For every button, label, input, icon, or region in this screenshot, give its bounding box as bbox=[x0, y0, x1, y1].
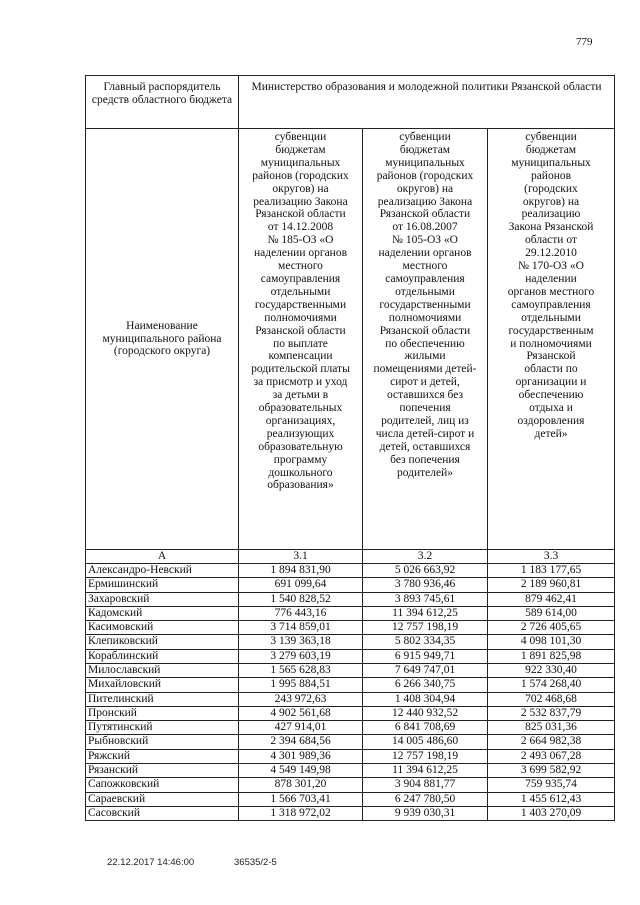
value-3-1: 878 301,20 bbox=[239, 778, 363, 792]
value-3-1: 427 914,01 bbox=[239, 721, 363, 735]
value-3-2: 1 408 304,94 bbox=[363, 692, 488, 706]
municipality-name: Милославский bbox=[86, 663, 239, 677]
value-3-1: 4 902 561,68 bbox=[239, 706, 363, 720]
value-3-3: 1 403 270,09 bbox=[488, 806, 615, 820]
value-3-3: 1 574 268,40 bbox=[488, 678, 615, 692]
value-3-3: 4 098 101,30 bbox=[488, 635, 615, 649]
municipality-name: Рыбновский bbox=[86, 735, 239, 749]
municipality-name: Клепиковский bbox=[86, 635, 239, 649]
table-row bbox=[86, 721, 615, 735]
value-3-2: 11 394 612,25 bbox=[363, 764, 488, 778]
value-3-2: 12 757 198,19 bbox=[363, 749, 488, 763]
value-3-1: 3 714 859,01 bbox=[239, 621, 363, 635]
value-3-2: 6 247 780,50 bbox=[363, 792, 488, 806]
value-3-1: 2 394 684,56 bbox=[239, 735, 363, 749]
value-3-2: 12 440 932,52 bbox=[363, 706, 488, 720]
municipality-name: Сараевский bbox=[86, 792, 239, 806]
page-number: 779 bbox=[576, 36, 593, 48]
value-3-3: 759 935,74 bbox=[488, 778, 615, 792]
table-row bbox=[86, 663, 615, 677]
footer-document-code: 36535/2-5 bbox=[234, 857, 277, 868]
scan-watermark bbox=[385, 855, 555, 871]
value-3-3: 2 189 960,81 bbox=[488, 578, 615, 592]
table-row bbox=[86, 749, 615, 763]
value-3-1: 1 540 828,52 bbox=[239, 592, 363, 606]
subvention-description-3-3: субвенции бюджетам муниципальных районов (городских округов) на реализацию Закона Рязанской области от 29.12.2010 № 170-ОЗ «О наделении органов местного самоуправления отдельными государственным и полномочиями Рязанской области по организации и обеспечению отдыха и оздоровления детей» bbox=[488, 129, 615, 550]
value-3-3: 589 614,00 bbox=[488, 606, 615, 620]
value-3-3: 825 031,36 bbox=[488, 721, 615, 735]
value-3-1: 243 972,63 bbox=[239, 692, 363, 706]
subvention-description-3-2: субвенции бюджетам муниципальных районов (городских округов) на реализацию Закона Рязанской области от 16.08.2007 № 105-ОЗ «О наделении органов местного самоуправления отдельными государственными полномочиями Рязанской области по обеспечению жилыми помещениями детей- сирот и детей, оставшихся без попечения родителей, лиц из числа детей-сирот и детей, оставшихся без попечения родителей» bbox=[363, 129, 488, 550]
value-3-3: 702 468,68 bbox=[488, 692, 615, 706]
table-row bbox=[86, 806, 615, 820]
value-3-1: 1 318 972,02 bbox=[239, 806, 363, 820]
value-3-3: 1 891 825,98 bbox=[488, 649, 615, 663]
value-3-1: 1 995 884,51 bbox=[239, 678, 363, 692]
table-row bbox=[86, 649, 615, 663]
municipality-name: Ряжский bbox=[86, 749, 239, 763]
table-row bbox=[86, 635, 615, 649]
municipality-name: Сасовский bbox=[86, 806, 239, 820]
value-3-2: 7 649 747,01 bbox=[363, 663, 488, 677]
value-3-2: 14 005 486,60 bbox=[363, 735, 488, 749]
subheader-row bbox=[86, 129, 615, 550]
index-cell: 3.3 bbox=[488, 550, 615, 564]
value-3-2: 3 780 936,46 bbox=[363, 578, 488, 592]
value-3-3: 2 664 982,38 bbox=[488, 735, 615, 749]
index-cell: 3.2 bbox=[363, 550, 488, 564]
municipality-name: Пронский bbox=[86, 706, 239, 720]
subvention-description-3-1: субвенции бюджетам муниципальных районов (городских округов) на реализацию Закона Рязанской области от 14.12.2008 № 185-ОЗ «О наделении органов местного самоуправления отдельными государственными полномочиями Рязанской области по выплате компенсации родительской платы за присмотр и уход за детьми в образовательных организациях, реализующих образовательную программу дошкольного образования» bbox=[239, 129, 363, 550]
municipality-name: Сапожковский bbox=[86, 778, 239, 792]
table-row bbox=[86, 578, 615, 592]
table-row bbox=[86, 678, 615, 692]
value-3-2: 5 026 663,92 bbox=[363, 563, 488, 577]
table-row bbox=[86, 563, 615, 577]
value-3-2: 3 893 745,61 bbox=[363, 592, 488, 606]
value-3-2: 6 915 949,71 bbox=[363, 649, 488, 663]
value-3-2: 9 939 030,31 bbox=[363, 806, 488, 820]
municipality-name: Захаровский bbox=[86, 592, 239, 606]
index-row bbox=[86, 550, 615, 564]
budget-table bbox=[85, 75, 615, 821]
value-3-1: 691 099,64 bbox=[239, 578, 363, 592]
municipality-name: Александро-Невский bbox=[86, 563, 239, 577]
index-cell: А bbox=[86, 550, 239, 564]
municipality-name: Касимовский bbox=[86, 621, 239, 635]
value-3-1: 4 301 989,36 bbox=[239, 749, 363, 763]
value-3-1: 1 565 628,83 bbox=[239, 663, 363, 677]
table-row bbox=[86, 792, 615, 806]
value-3-2: 5 802 334,35 bbox=[363, 635, 488, 649]
value-3-3: 879 462,41 bbox=[488, 592, 615, 606]
table-row bbox=[86, 606, 615, 620]
table-row bbox=[86, 621, 615, 635]
table-row bbox=[86, 778, 615, 792]
municipality-name: Путятинский bbox=[86, 721, 239, 735]
municipality-name: Пителинский bbox=[86, 692, 239, 706]
value-3-3: 2 726 405,65 bbox=[488, 621, 615, 635]
table-row bbox=[86, 692, 615, 706]
value-3-2: 12 757 198,19 bbox=[363, 621, 488, 635]
value-3-3: 1 455 612,43 bbox=[488, 792, 615, 806]
value-3-1: 776 443,16 bbox=[239, 606, 363, 620]
value-3-1: 1 894 831,90 bbox=[239, 563, 363, 577]
municipality-name: Михайловский bbox=[86, 678, 239, 692]
value-3-2: 11 394 612,25 bbox=[363, 606, 488, 620]
header-row bbox=[86, 76, 615, 129]
municipality-name: Рязанский bbox=[86, 764, 239, 778]
value-3-1: 1 566 703,41 bbox=[239, 792, 363, 806]
value-3-2: 6 266 340,75 bbox=[363, 678, 488, 692]
table-row bbox=[86, 706, 615, 720]
municipality-name: Кораблинский bbox=[86, 649, 239, 663]
value-3-2: 6 841 708,69 bbox=[363, 721, 488, 735]
header-ministry: Министерство образования и молодежной политики Рязанской области bbox=[239, 76, 615, 129]
table-row bbox=[86, 592, 615, 606]
value-3-3: 1 183 177,65 bbox=[488, 563, 615, 577]
value-3-1: 4 549 149,98 bbox=[239, 764, 363, 778]
value-3-3: 922 330,40 bbox=[488, 663, 615, 677]
value-3-1: 3 139 363,18 bbox=[239, 635, 363, 649]
value-3-3: 2 532 837,79 bbox=[488, 706, 615, 720]
value-3-3: 3 699 582,92 bbox=[488, 764, 615, 778]
municipality-name: Кадомский bbox=[86, 606, 239, 620]
value-3-1: 3 279 603,19 bbox=[239, 649, 363, 663]
table-row bbox=[86, 735, 615, 749]
municipality-name-header: Наименование муниципального района (городского округа) bbox=[86, 129, 239, 550]
header-main-administrator: Главный распорядитель средств областного бюджета bbox=[86, 76, 239, 129]
municipality-name: Ермишинский bbox=[86, 578, 239, 592]
footer-date: 22.12.2017 14:46:00 bbox=[107, 857, 195, 868]
table-row bbox=[86, 764, 615, 778]
index-cell: 3.1 bbox=[239, 550, 363, 564]
value-3-2: 3 904 881,77 bbox=[363, 778, 488, 792]
value-3-3: 2 493 067,28 bbox=[488, 749, 615, 763]
